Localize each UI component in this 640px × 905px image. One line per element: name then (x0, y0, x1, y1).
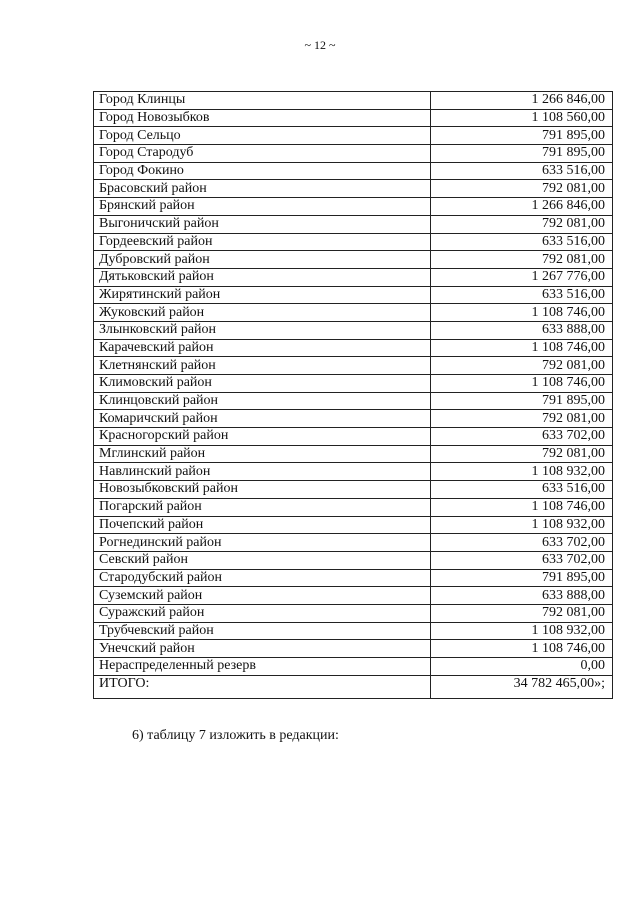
amount-cell: 633 516,00 (431, 233, 613, 251)
district-name-cell: Город Клинцы (94, 92, 431, 110)
district-name-cell: Севский район (94, 551, 431, 569)
district-name-cell: Город Стародуб (94, 145, 431, 163)
table-row (94, 604, 613, 622)
table-row (94, 357, 613, 375)
table-row (94, 339, 613, 357)
amount-cell: 1 267 776,00 (431, 268, 613, 286)
page-number: ~ 12 ~ (304, 38, 336, 52)
amount-cell: 791 895,00 (431, 127, 613, 145)
table-row (94, 286, 613, 304)
table-row (94, 481, 613, 499)
table-row (94, 410, 613, 428)
amount-cell: 0,00 (431, 658, 613, 676)
table-row (94, 463, 613, 481)
amount-cell: 792 081,00 (431, 445, 613, 463)
district-name-cell: Жирятинский район (94, 286, 431, 304)
amount-cell: 1 108 746,00 (431, 375, 613, 393)
table-row (94, 375, 613, 393)
table-row (94, 321, 613, 339)
amount-cell: 792 081,00 (431, 251, 613, 269)
table-row (94, 233, 613, 251)
amount-cell: 791 895,00 (431, 392, 613, 410)
table-row (94, 198, 613, 216)
table-row (94, 516, 613, 534)
district-name-cell: Навлинский район (94, 463, 431, 481)
table-row (94, 145, 613, 163)
district-name-cell: Мглинский район (94, 445, 431, 463)
district-name-cell: Город Сельцо (94, 127, 431, 145)
district-name-cell: Выгоничский район (94, 215, 431, 233)
district-name-cell: Погарский район (94, 498, 431, 516)
amount-cell: 792 081,00 (431, 180, 613, 198)
district-name-cell: Трубчевский район (94, 622, 431, 640)
district-name-cell: Дятьковский район (94, 268, 431, 286)
amount-cell: 633 702,00 (431, 534, 613, 552)
amount-cell: 791 895,00 (431, 569, 613, 587)
district-name-cell: Стародубский район (94, 569, 431, 587)
amount-cell: 792 081,00 (431, 604, 613, 622)
district-name-cell: Город Новозыбков (94, 109, 431, 127)
district-name-cell: Комаричский район (94, 410, 431, 428)
amount-cell: 633 888,00 (431, 321, 613, 339)
table-row (94, 498, 613, 516)
amount-cell: 792 081,00 (431, 410, 613, 428)
amount-cell: 1 266 846,00 (431, 198, 613, 216)
table-row (94, 162, 613, 180)
district-name-cell: Суземский район (94, 587, 431, 605)
table-row (94, 268, 613, 286)
amount-cell: 1 108 746,00 (431, 640, 613, 658)
district-name-cell: Карачевский район (94, 339, 431, 357)
table-row (94, 658, 613, 676)
district-name-cell: Жуковский район (94, 304, 431, 322)
table-row (94, 109, 613, 127)
amount-cell: 1 108 560,00 (431, 109, 613, 127)
amount-cell: 633 516,00 (431, 162, 613, 180)
district-name-cell: Гордеевский район (94, 233, 431, 251)
table-row (94, 534, 613, 552)
amount-cell: 1 108 746,00 (431, 498, 613, 516)
district-name-cell: Дубровский район (94, 251, 431, 269)
table-row (94, 180, 613, 198)
district-name-cell: Новозыбковский район (94, 481, 431, 499)
amount-cell: 792 081,00 (431, 215, 613, 233)
district-name-cell: Клинцовский район (94, 392, 431, 410)
table-row (94, 127, 613, 145)
table-row (94, 251, 613, 269)
district-name-cell: Клетнянский район (94, 357, 431, 375)
amount-cell: 1 266 846,00 (431, 92, 613, 110)
table-row (94, 392, 613, 410)
district-name-cell: Почепский район (94, 516, 431, 534)
total-label-cell: ИТОГО: (94, 675, 431, 698)
district-name-cell: Город Фокино (94, 162, 431, 180)
table-row (94, 640, 613, 658)
amount-cell: 633 702,00 (431, 551, 613, 569)
amount-cell: 1 108 932,00 (431, 516, 613, 534)
amount-cell: 1 108 932,00 (431, 463, 613, 481)
district-name-cell: Красногорский район (94, 428, 431, 446)
district-name-cell: Унечский район (94, 640, 431, 658)
district-name-cell: Брасовский район (94, 180, 431, 198)
allocation-table (93, 91, 613, 699)
amount-cell: 1 108 932,00 (431, 622, 613, 640)
amount-cell: 791 895,00 (431, 145, 613, 163)
table-row (94, 587, 613, 605)
table-row (94, 445, 613, 463)
district-name-cell: Рогнединский район (94, 534, 431, 552)
table-row (94, 92, 613, 110)
table-row (94, 569, 613, 587)
table-row (94, 551, 613, 569)
amount-cell: 633 516,00 (431, 286, 613, 304)
table-row (94, 304, 613, 322)
table-row (94, 215, 613, 233)
district-name-cell: Нераспределенный резерв (94, 658, 431, 676)
district-name-cell: Климовский район (94, 375, 431, 393)
total-amount-cell: 34 782 465,00»; (431, 675, 613, 698)
amount-cell: 633 702,00 (431, 428, 613, 446)
district-name-cell: Злынковский район (94, 321, 431, 339)
district-name-cell: Суражский район (94, 604, 431, 622)
district-name-cell: Брянский район (94, 198, 431, 216)
amount-cell: 633 516,00 (431, 481, 613, 499)
table-row (94, 428, 613, 446)
footnote-text: 6) таблицу 7 изложить в редакции: (132, 728, 339, 743)
amount-cell: 633 888,00 (431, 587, 613, 605)
amount-cell: 1 108 746,00 (431, 304, 613, 322)
allocation-table-body (94, 92, 613, 699)
amount-cell: 792 081,00 (431, 357, 613, 375)
table-row (94, 622, 613, 640)
amount-cell: 1 108 746,00 (431, 339, 613, 357)
total-row (94, 675, 613, 698)
